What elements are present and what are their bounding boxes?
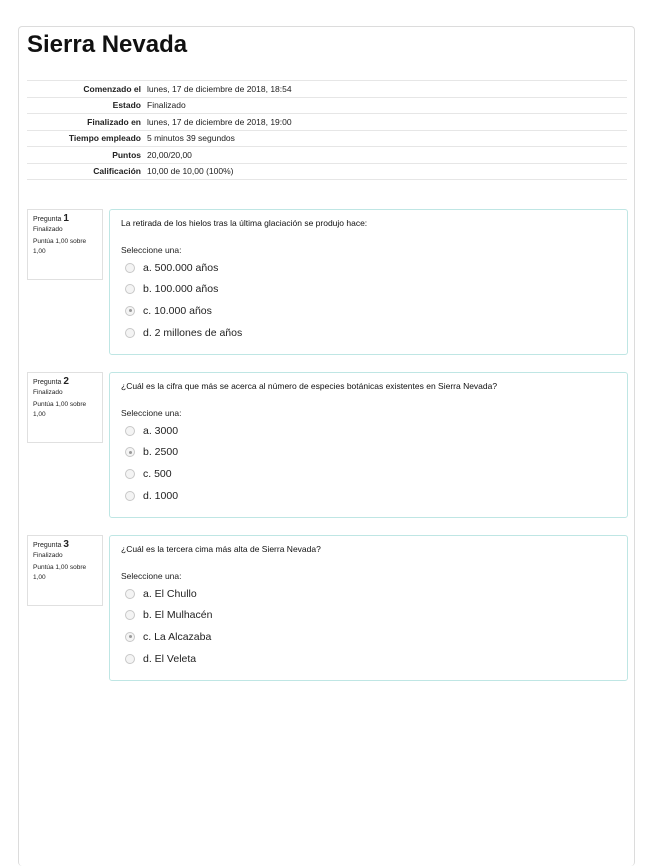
summary-value: 5 minutos 39 segundos [147, 133, 235, 144]
radio-button[interactable] [125, 426, 135, 436]
answer-label: c. 10.000 años [143, 304, 212, 317]
radio-button[interactable] [125, 284, 135, 294]
answer-list [125, 257, 242, 343]
summary-label: Calificación [93, 166, 141, 177]
answer-option[interactable] [125, 322, 242, 344]
answer-option[interactable] [125, 420, 178, 442]
answer-option[interactable] [125, 485, 178, 507]
radio-button-selected[interactable] [125, 306, 135, 316]
summary-row [27, 97, 627, 114]
summary-label: Puntos [112, 149, 141, 160]
question-grade: Puntúa 1,00 sobre 1,00 [33, 238, 87, 255]
summary-row [27, 147, 627, 164]
answer-label: b. El Mulhacén [143, 609, 213, 622]
question-number: 2 [63, 376, 69, 387]
answer-option[interactable] [125, 626, 212, 648]
radio-button-selected[interactable] [125, 632, 135, 642]
answer-list [125, 420, 178, 506]
summary-row [27, 163, 627, 180]
answer-option[interactable] [125, 605, 212, 627]
question-content [109, 535, 628, 681]
question-label: Pregunta [33, 542, 62, 549]
answer-label: d. 1000 [143, 489, 179, 502]
answer-option[interactable] [125, 463, 178, 485]
answer-label: b. 100.000 años [143, 283, 219, 296]
question-state: Finalizado [33, 226, 63, 233]
summary-label: Estado [112, 100, 141, 111]
radio-button-selected[interactable] [125, 447, 135, 457]
radio-button[interactable] [125, 610, 135, 620]
attempt-summary-table [27, 80, 627, 180]
summary-row [27, 81, 627, 98]
question-text: La retirada de los hielos tras la última glaciación se produjo hace: [121, 218, 368, 228]
answer-label: a. 500.000 años [143, 261, 219, 274]
question-info [27, 209, 103, 280]
summary-value: lunes, 17 de diciembre de 2018, 18:54 [147, 83, 292, 94]
radio-button[interactable] [125, 263, 135, 273]
question-info [27, 372, 103, 443]
question-number: 3 [63, 539, 69, 550]
radio-button[interactable] [125, 589, 135, 599]
answer-prompt: Seleccione una: [121, 408, 182, 418]
question-grade: Puntúa 1,00 sobre 1,00 [33, 401, 87, 418]
summary-label: Finalizado en [87, 116, 141, 127]
question-label: Pregunta [33, 379, 62, 386]
question-info [27, 535, 103, 606]
question-content [109, 209, 628, 355]
answer-prompt: Seleccione una: [121, 571, 182, 581]
summary-row [27, 114, 627, 131]
answer-option[interactable] [125, 583, 212, 605]
answer-option[interactable] [125, 648, 212, 670]
answer-label: d. El Veleta [143, 652, 197, 665]
answer-option[interactable] [125, 442, 178, 464]
question-number: 1 [63, 213, 69, 224]
radio-button[interactable] [125, 654, 135, 664]
question-state: Finalizado [33, 389, 63, 396]
radio-button[interactable] [125, 491, 135, 501]
summary-value: 20,00/20,00 [147, 149, 192, 160]
answer-label: c. 500 [143, 467, 172, 480]
summary-label: Tiempo empleado [68, 133, 141, 144]
answer-list [125, 583, 212, 669]
question-text: ¿Cuál es la tercera cima más alta de Sierra Nevada? [121, 544, 321, 554]
summary-value: 10,00 de 10,00 (100%) [147, 166, 234, 177]
summary-value: lunes, 17 de diciembre de 2018, 19:00 [147, 116, 292, 127]
page-title: Sierra Nevada [27, 31, 188, 58]
question-grade: Puntúa 1,00 sobre 1,00 [33, 564, 87, 581]
answer-label: b. 2500 [143, 446, 179, 459]
answer-option[interactable] [125, 257, 242, 279]
answer-label: a. 3000 [143, 424, 179, 437]
answer-prompt: Seleccione una: [121, 245, 182, 255]
summary-row [27, 130, 627, 147]
radio-button[interactable] [125, 469, 135, 479]
answer-option[interactable] [125, 300, 242, 322]
answer-label: a. El Chullo [143, 587, 197, 600]
question-text: ¿Cuál es la cifra que más se acerca al número de especies botánicas existentes en Sierra Nevada? [121, 381, 498, 391]
summary-label: Comenzado el [83, 83, 141, 94]
quiz-review-page [18, 26, 635, 866]
answer-label: c. La Alcazaba [143, 630, 212, 643]
answer-label: d. 2 millones de años [143, 326, 243, 339]
radio-button[interactable] [125, 328, 135, 338]
question-label: Pregunta [33, 216, 62, 223]
answer-option[interactable] [125, 279, 242, 301]
summary-value: Finalizado [147, 100, 186, 111]
question-content [109, 372, 628, 518]
question-state: Finalizado [33, 552, 63, 559]
